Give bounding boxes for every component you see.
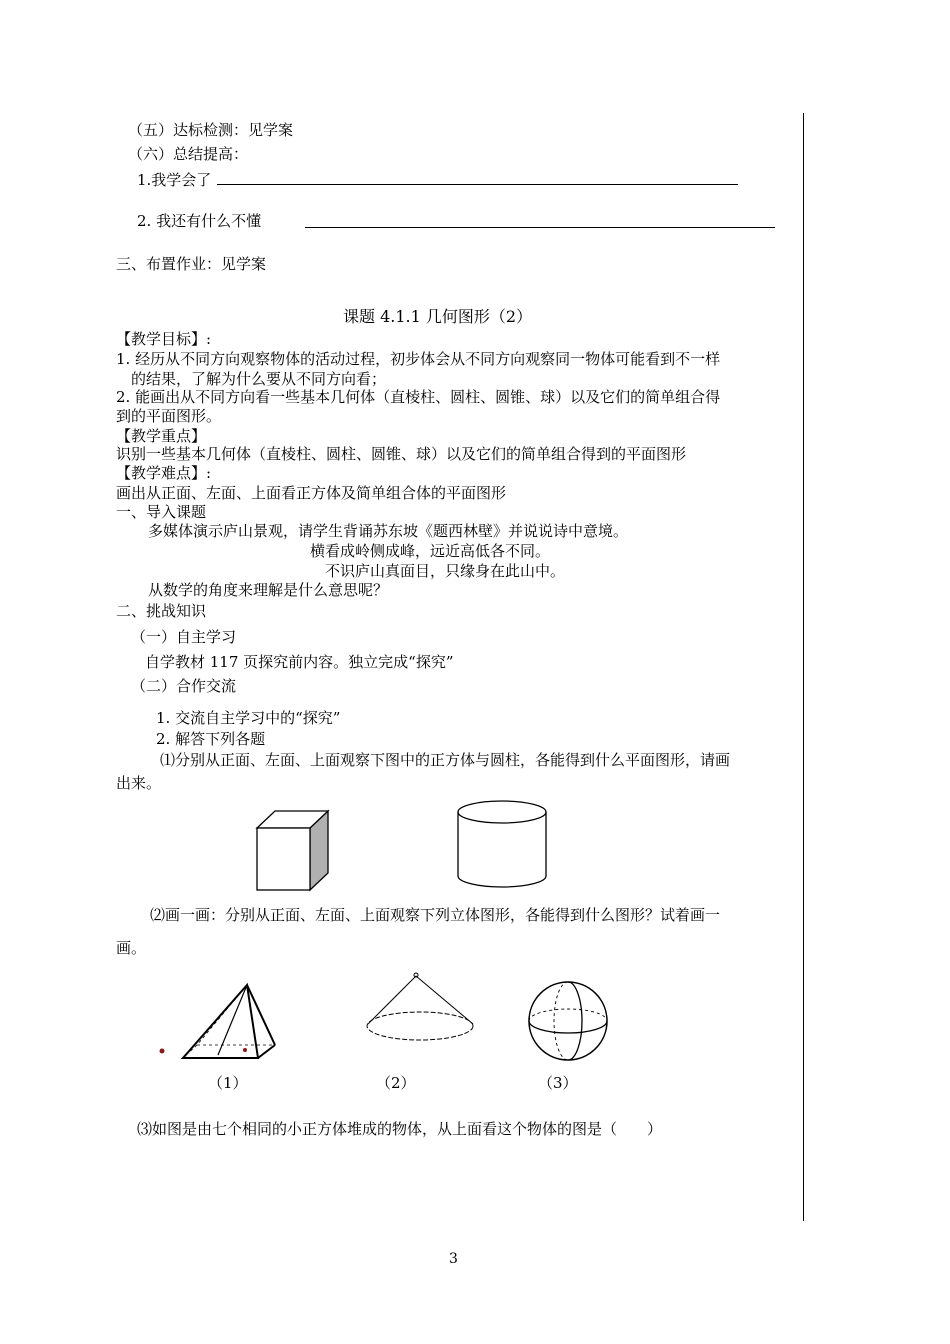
figure-label-3: （3）	[538, 1074, 578, 1092]
challenge-heading: 二、挑战知识	[116, 602, 207, 620]
goal-2-line-2: 到的平面图形。	[116, 407, 222, 425]
section-six-summary: （六）总结提高：	[128, 145, 249, 163]
learned-label: 1.我学会了	[137, 171, 212, 189]
goal-1-line-1: 1. 经历从不同方向观察物体的活动过程，初步体会从不同方向观察同一物体可能看到不一样	[116, 350, 721, 368]
question-3-text: ⑶如图是由七个相同的小正方体堆成的物体，从上面看这个物体的图是（ ）	[137, 1120, 663, 1138]
figure-label-1: （1）	[208, 1074, 248, 1092]
intro-question: 从数学的角度来理解是什么意思呢？	[148, 581, 389, 599]
coop-item-2: 2. 解答下列各题	[156, 730, 266, 748]
self-study-text: 自学教材 117 页探究前内容。独立完成“探究”	[145, 653, 454, 671]
self-study-heading: （一）自主学习	[131, 628, 237, 646]
homework-heading: 三、布置作业：见学案	[116, 255, 267, 273]
poem-line-2: 不识庐山真面目，只缘身在此山中。	[325, 562, 566, 580]
intro-text: 多媒体演示庐山景观，请学生背诵苏东坡《题西林壁》并说说诗中意境。	[148, 522, 629, 540]
coop-heading: （二）合作交流	[131, 677, 237, 695]
key-point-heading: 【教学重点】	[116, 427, 207, 445]
question-2-line-1: ⑵画一画：分别从正面、左面、上面观察下列立体图形，各能得到什么图形？试着画一	[150, 906, 721, 924]
intro-heading: 一、导入课题	[116, 503, 207, 521]
question-1-line-1: ⑴分别从正面、左面、上面观察下图中的正方体与圆柱，各能得到什么平面图形，请画	[160, 751, 731, 769]
question-2-line-2: 画。	[116, 939, 147, 957]
sphere-figure	[525, 978, 615, 1068]
coop-item-1: 1. 交流自主学习中的“探究”	[156, 709, 341, 727]
not-understood-label: 2. 我还有什么不懂	[137, 212, 262, 230]
goal-1-line-2: 的结果，了解为什么要从不同方向看；	[131, 370, 387, 388]
page-number: 3	[449, 1251, 458, 1267]
cone-figure	[358, 968, 483, 1053]
difficulty-heading: 【教学难点】:	[116, 464, 212, 482]
section-five-check: （五）达标检测：见学案	[128, 121, 294, 139]
difficulty-text: 画出从正面、左面、上面看正方体及简单组合体的平面图形	[116, 484, 507, 502]
cube-figure	[250, 808, 335, 893]
key-point-text: 识别一些基本几何体（直棱柱、圆柱、圆锥、球）以及它们的简单组合得到的平面图形	[116, 445, 687, 463]
dot-marker	[160, 1049, 165, 1054]
poem-line-1: 横看成岭侧成峰，远近高低各不同。	[310, 542, 551, 560]
learned-answer-line	[217, 184, 738, 185]
lesson-title: 课题 4.1.1 几何图形（2）	[343, 307, 533, 326]
not-understood-answer-line	[305, 227, 775, 228]
pyramid-figure	[150, 975, 290, 1065]
page-right-border	[803, 113, 804, 1221]
cylinder-figure	[452, 798, 552, 893]
goal-2-line-1: 2. 能画出从不同方向看一些基本几何体（直棱柱、圆柱、圆锥、球）以及它们的简单组合得	[116, 388, 721, 406]
goals-heading: 【教学目标】:	[116, 330, 212, 348]
dot-marker	[243, 1048, 247, 1052]
question-1-line-2: 出来。	[116, 774, 162, 792]
figure-label-2: （2）	[376, 1074, 416, 1092]
